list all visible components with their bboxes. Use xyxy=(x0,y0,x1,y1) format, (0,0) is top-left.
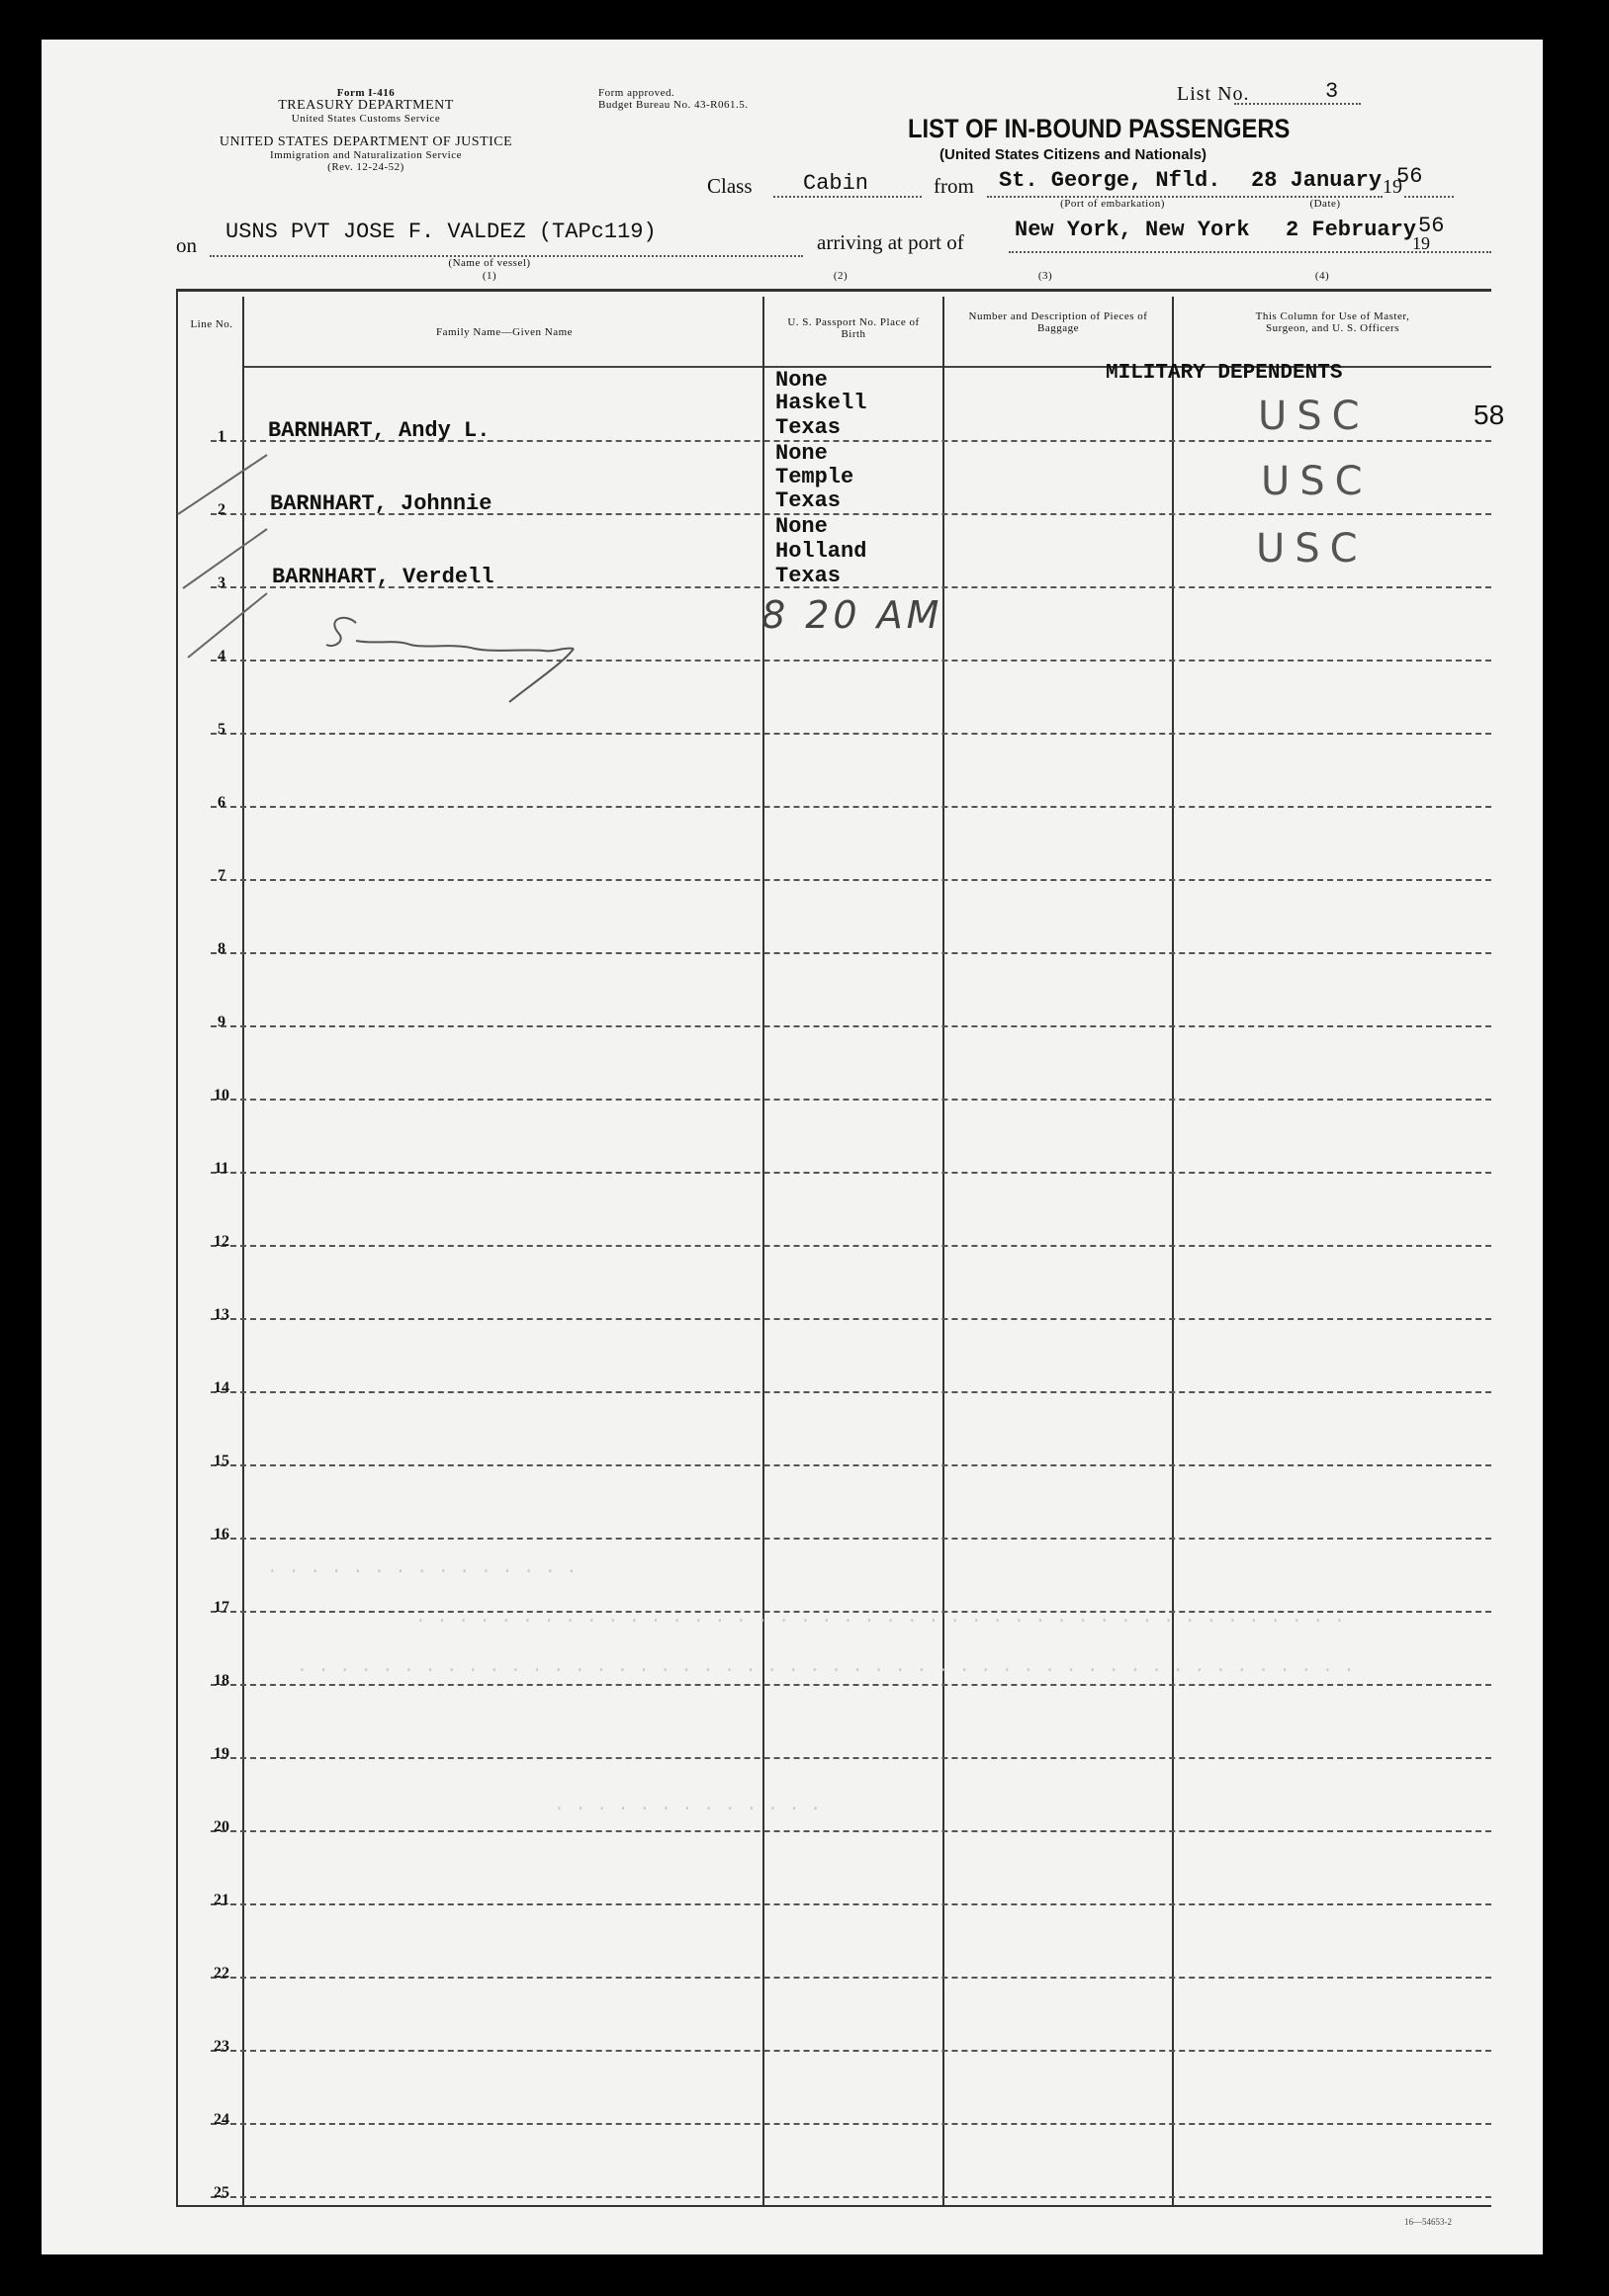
from-label: from xyxy=(934,174,974,198)
bleed-through: · · · · · · · · · · · · · · · · · · · · · · · · · · · · · · · · · · · · · · · · · · · · xyxy=(415,1612,1345,1632)
row-number: 12 xyxy=(214,1233,229,1250)
list-no-label: List No. xyxy=(1177,83,1250,105)
form-title: LIST OF IN-BOUND PASSENGERS xyxy=(908,114,1291,143)
row-line xyxy=(211,2196,1491,2198)
form-number: Form I-416 xyxy=(336,87,396,99)
department-of-justice: UNITED STATES DEPARTMENT OF JUSTICE xyxy=(219,134,513,149)
col-line-no-header: Line No. xyxy=(190,318,233,330)
row-number: 25 xyxy=(214,2184,229,2201)
page-count: 58 xyxy=(1474,399,1505,430)
citizenship-mark: USC xyxy=(1256,526,1368,572)
row-number: 18 xyxy=(214,1672,229,1689)
form-subtitle: (United States Citizens and Nationals) xyxy=(939,146,1207,163)
row-number: 4 xyxy=(218,648,225,664)
row-number: 15 xyxy=(214,1453,229,1469)
arrival-port: New York, New York xyxy=(1015,218,1250,242)
row-line xyxy=(211,1464,1491,1466)
row-number: 10 xyxy=(214,1087,229,1104)
bleed-through: · · · · · · · · · · · · · · · xyxy=(267,1562,578,1582)
row-line xyxy=(211,1830,1491,1832)
row-number: 3 xyxy=(218,574,225,591)
port-caption: (Port of embarkation) xyxy=(1060,198,1165,210)
form-approved: Form approved. xyxy=(598,87,675,99)
row-number: 11 xyxy=(214,1160,229,1177)
row-number: 22 xyxy=(214,1965,229,1982)
row-number: 2 xyxy=(218,501,225,518)
passport-column-border xyxy=(942,297,944,2205)
col-passport-header: U. S. Passport No. Place of Birth xyxy=(787,316,920,340)
row-line xyxy=(211,1538,1491,1540)
row-number: 23 xyxy=(214,2038,229,2055)
row-line xyxy=(211,1757,1491,1759)
row-line xyxy=(211,1245,1491,1247)
table-bottom-border xyxy=(176,2205,1491,2207)
arrival-date: 2 February xyxy=(1286,218,1417,242)
row-number: 13 xyxy=(214,1306,229,1323)
row-number: 5 xyxy=(218,721,225,738)
col-baggage-header: Number and Description of Pieces of Baggage xyxy=(968,310,1148,334)
embarkation-date: 28 January xyxy=(1251,168,1383,193)
list-no-value: 3 xyxy=(1325,79,1339,104)
birth-state: Texas xyxy=(775,488,842,513)
birth-state: Texas xyxy=(775,564,842,588)
revision-date: (Rev. 12-24-52) xyxy=(327,161,404,173)
row-line xyxy=(211,1684,1491,1686)
column-caption-4: (4) xyxy=(1314,270,1330,282)
row-line xyxy=(211,1318,1491,1320)
handwritten-check-marks xyxy=(158,415,653,732)
row-number: 17 xyxy=(214,1599,229,1616)
customs-service: United States Customs Service xyxy=(291,113,441,125)
embarkation-year: 56 xyxy=(1396,164,1423,189)
name-column-border xyxy=(762,297,764,2205)
passport-number: None xyxy=(775,441,828,466)
table-top-border xyxy=(176,289,1491,292)
row-number: 7 xyxy=(218,867,225,884)
passenger-name: BARNHART, Verdell xyxy=(272,565,494,589)
class-label: Class xyxy=(707,174,753,198)
row-number: 1 xyxy=(218,428,225,445)
class-value: Cabin xyxy=(803,171,869,196)
col-officers-header: This Column for Use of Master, Surgeon, and U. S. Officers xyxy=(1255,310,1410,334)
row-number: 16 xyxy=(214,1526,229,1543)
vessel-name: USNS PVT JOSE F. VALDEZ (TAPc119) xyxy=(225,220,657,244)
row-number: 19 xyxy=(214,1745,229,1762)
year-prefix: 19 xyxy=(1383,176,1402,198)
row-number: 21 xyxy=(214,1892,229,1908)
row-line xyxy=(211,2050,1491,2052)
row-number: 24 xyxy=(214,2111,229,2128)
birth-city: Temple xyxy=(775,465,854,489)
row-line xyxy=(211,1903,1491,1905)
passenger-name: BARNHART, Johnnie xyxy=(270,491,492,516)
list-no-line xyxy=(1234,103,1361,105)
date-caption: (Date) xyxy=(1309,198,1341,210)
row-number: 20 xyxy=(214,1818,229,1835)
year-line xyxy=(1404,196,1454,198)
bleed-through: · · · · · · · · · · · · · xyxy=(554,1800,822,1819)
row-number: 6 xyxy=(218,794,225,811)
budget-bureau: Budget Bureau No. 43-R061.5. xyxy=(598,99,749,111)
print-code: 16—54653-2 xyxy=(1404,2217,1452,2227)
vessel-caption: (Name of vessel) xyxy=(448,257,531,269)
row-line xyxy=(211,733,1491,735)
row-line xyxy=(211,1977,1491,1979)
treasury-department: TREASURY DEPARTMENT xyxy=(278,98,454,113)
row-line xyxy=(211,806,1491,808)
arriving-label: arriving at port of xyxy=(817,230,964,254)
class-line xyxy=(773,196,922,198)
passport-number: None xyxy=(775,514,828,539)
arrival-year: 56 xyxy=(1418,214,1445,238)
arrival-year-prefix: 19 xyxy=(1412,233,1430,253)
passport-number: None xyxy=(775,368,828,393)
military-dependents-note: MILITARY DEPENDENTS xyxy=(1106,362,1343,385)
bleed-through: · · · · · · · · · · · · · · · · · · · · · · · · · · · · · · · · · · · · · · · · · · · · · · · · · · xyxy=(297,1661,1355,1681)
ins-service: Immigration and Naturalization Service xyxy=(269,149,463,161)
row-number: 14 xyxy=(214,1379,229,1396)
column-caption-2: (2) xyxy=(833,270,849,282)
on-label: on xyxy=(176,233,197,257)
column-caption-3: (3) xyxy=(1037,270,1053,282)
row-number: 8 xyxy=(218,940,225,957)
row-line xyxy=(211,1391,1491,1393)
row-line xyxy=(211,1025,1491,1027)
col-name-header: Family Name—Given Name xyxy=(435,326,574,338)
column-caption-1: (1) xyxy=(482,270,497,282)
row-line xyxy=(211,2123,1491,2125)
birth-state: Texas xyxy=(775,415,842,440)
row-line xyxy=(211,879,1491,881)
citizenship-mark: USC xyxy=(1261,459,1373,504)
row-line xyxy=(211,1099,1491,1101)
row-line xyxy=(211,1172,1491,1174)
handwritten-time: 8 20 AM xyxy=(761,593,943,637)
baggage-column-border xyxy=(1172,297,1174,2205)
birth-city: Haskell xyxy=(775,391,867,415)
citizenship-mark: USC xyxy=(1258,394,1370,439)
port-of-embarkation: St. George, Nfld. xyxy=(999,168,1221,193)
birth-city: Holland xyxy=(775,539,867,564)
passenger-name: BARNHART, Andy L. xyxy=(268,418,491,443)
row-line xyxy=(211,952,1491,954)
row-number: 9 xyxy=(218,1014,225,1030)
